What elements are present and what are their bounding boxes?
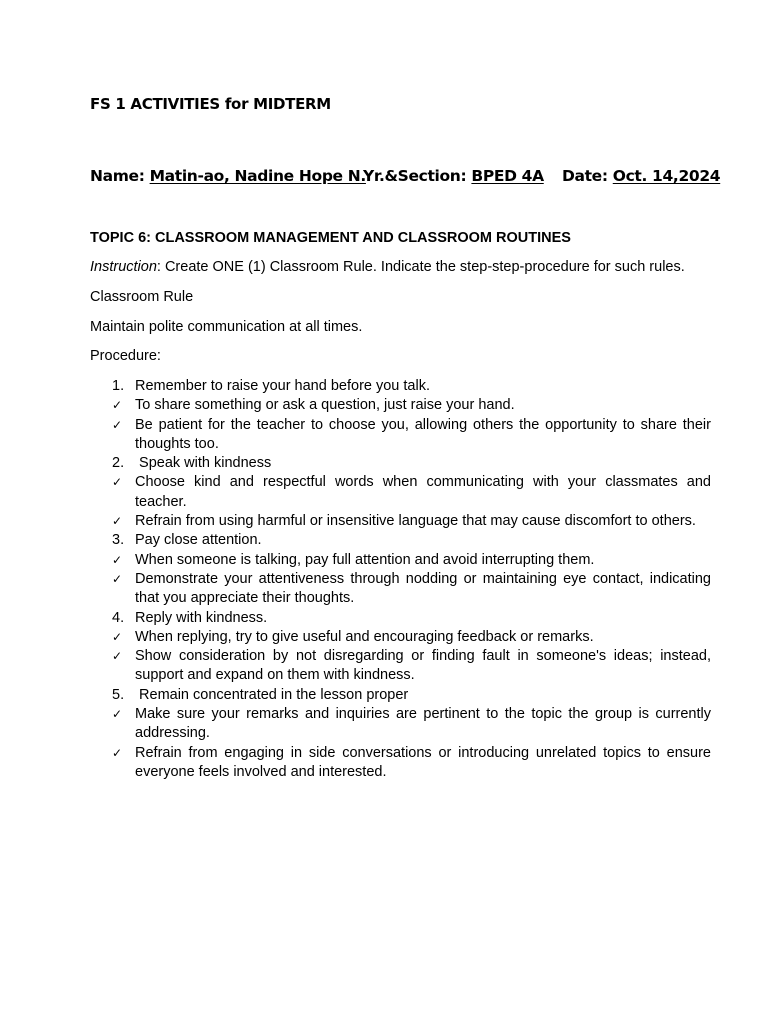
rule-text: Maintain polite communication at all times. bbox=[90, 319, 363, 335]
procedure-checklist-item bbox=[90, 416, 716, 455]
procedure-step bbox=[90, 454, 711, 473]
checkmark-icon: ✓ bbox=[112, 571, 123, 586]
procedure-text: When someone is talking, pay full attention and avoid interrupting them. bbox=[135, 551, 595, 568]
rule-heading: Classroom Rule bbox=[90, 289, 194, 305]
student-info-line bbox=[90, 167, 721, 185]
procedure-checklist-item bbox=[90, 396, 711, 415]
checkmark-icon: ✓ bbox=[112, 398, 123, 413]
step-number: 5. bbox=[112, 686, 125, 703]
instruction-text: : Create ONE (1) Classroom Rule. Indicate the step-step-procedure for such rules. bbox=[156, 259, 685, 275]
procedure-text: Make sure your remarks and inquiries are pertinent to the topic the group is currently addressing. bbox=[135, 706, 716, 742]
procedure-text: Show consideration by not disregarding or finding fault in someone's ideas; instead, support and expand on them with kindness. bbox=[135, 648, 716, 684]
date-value: Oct. 14,2024 bbox=[612, 167, 721, 185]
step-number: 4. bbox=[112, 609, 125, 626]
instruction-label: Instruction bbox=[90, 259, 157, 275]
procedure-text: Remain concentrated in the lesson proper bbox=[135, 686, 409, 703]
procedure-list bbox=[90, 377, 716, 782]
name-value: Matin-ao, Nadine Hope N. bbox=[149, 167, 366, 185]
procedure-text: When replying, try to give useful and encouraging feedback or remarks. bbox=[135, 628, 594, 645]
procedure-text: Reply with kindness. bbox=[135, 609, 268, 626]
procedure-checklist-item bbox=[90, 512, 711, 531]
checkmark-icon: ✓ bbox=[112, 649, 123, 664]
procedure-checklist-item bbox=[90, 744, 716, 783]
procedure-text: Refrain from using harmful or insensitive language that may cause discomfort to others. bbox=[135, 513, 696, 530]
topic-heading: TOPIC 6: CLASSROOM MANAGEMENT AND CLASSROOM ROUTINES bbox=[90, 230, 571, 246]
procedure-step bbox=[90, 686, 711, 705]
procedure-text: To share something or ask a question, just raise your hand. bbox=[135, 397, 515, 414]
section-field bbox=[363, 167, 544, 185]
procedure-checklist-item bbox=[90, 473, 716, 512]
procedure-text: Speak with kindness bbox=[135, 455, 272, 472]
procedure-text: Refrain from engaging in side conversations or introducing unrelated topics to ensure everyone feels involved and interested. bbox=[135, 744, 716, 780]
procedure-checklist-item bbox=[90, 551, 711, 570]
procedure-checklist-item bbox=[90, 647, 716, 686]
section-value: BPED 4A bbox=[471, 167, 544, 185]
date-field bbox=[562, 167, 720, 185]
step-number: 2. bbox=[112, 455, 125, 472]
step-number: 1. bbox=[112, 378, 125, 394]
procedure-text: Pay close attention. bbox=[135, 532, 262, 549]
checkmark-icon: ✓ bbox=[112, 552, 123, 567]
section-label: Yr.&Section: bbox=[363, 167, 472, 185]
procedure-checklist-item bbox=[90, 628, 711, 647]
name-label: Name: bbox=[90, 167, 150, 185]
procedure-text: Choose kind and respectful words when communicating with your classmates and teacher. bbox=[135, 474, 716, 510]
checkmark-icon: ✓ bbox=[112, 514, 123, 529]
document-title: FS 1 ACTIVITIES for MIDTERM bbox=[90, 95, 331, 113]
checkmark-icon: ✓ bbox=[112, 475, 123, 490]
instruction-line bbox=[90, 259, 685, 275]
procedure-text: Be patient for the teacher to choose you, allowing others the opportunity to share their thoughts too. bbox=[135, 416, 716, 452]
checkmark-icon: ✓ bbox=[112, 417, 123, 432]
procedure-checklist-item bbox=[90, 570, 716, 609]
date-label: Date: bbox=[562, 167, 613, 185]
procedure-text: Demonstrate your attentiveness through nodding or maintaining eye contact, indicating that you appreciate their thoughts. bbox=[135, 570, 716, 607]
procedure-checklist-item bbox=[90, 705, 716, 744]
checkmark-icon: ✓ bbox=[112, 629, 123, 644]
procedure-step bbox=[90, 531, 711, 550]
procedure-step bbox=[90, 377, 711, 396]
step-number: 3. bbox=[112, 532, 125, 549]
procedure-step bbox=[90, 609, 711, 628]
checkmark-icon: ✓ bbox=[112, 707, 123, 722]
checkmark-icon: ✓ bbox=[112, 745, 123, 760]
procedure-text: Remember to raise your hand before you talk. bbox=[135, 378, 430, 394]
procedure-heading: Procedure: bbox=[90, 348, 161, 364]
